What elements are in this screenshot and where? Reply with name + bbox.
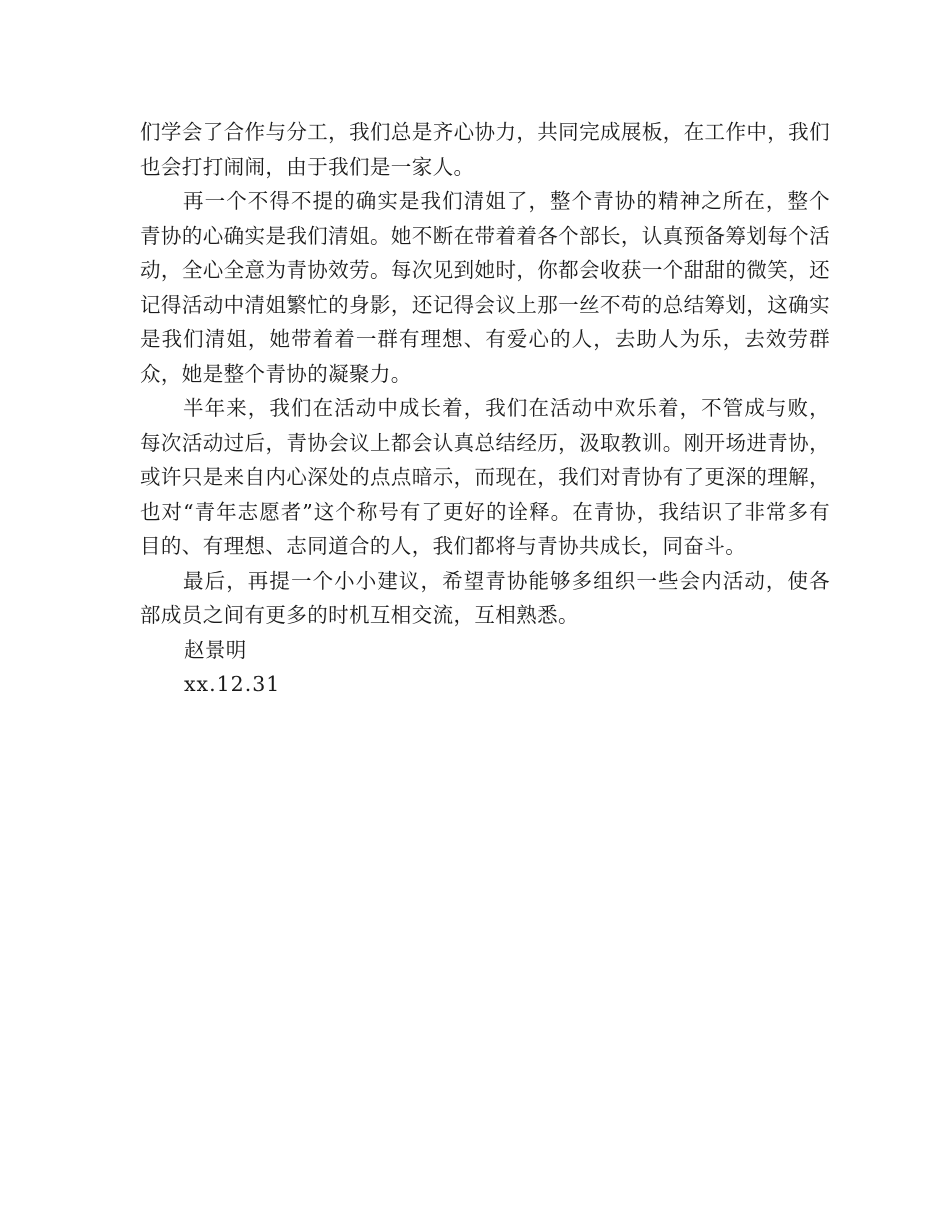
- paragraph-3: 半年来，我们在活动中成长着，我们在活动中欢乐着，不管成与败，每次活动过后，青协会议上都会认真总结经历，汲取教训。刚开场进青协，或许只是来自内心深处的点点暗示，而现在，我们对青协有了更深的理解，也对“青年志愿者”这个称号有了更好的诠释。在青协，我结识了非常多有目的、有理想、志同道合的人，我们都将与青协共成长，同奋斗。: [140, 396, 830, 558]
- signature: 赵景明: [184, 637, 247, 662]
- paragraph-4: 最后，再提一个小小建议，希望青协能够多组织一些会内活动，使各部成员之间有更多的时机互相交流，互相熟悉。: [140, 568, 830, 627]
- document-body: [140, 115, 830, 702]
- paragraph-2: 再一个不得不提的确实是我们清姐了，整个青协的精神之所在，整个青协的心确实是我们清姐。她不断在带着着各个部长，认真预备筹划每个活动，全心全意为青协效劳。每次见到她时，你都会收获一个甜甜的微笑，还记得活动中清姐繁忙的身影，还记得会议上那一丝不苟的总结筹划，这确实是我们清姐，她带着着一群有理想、有爱心的人，去助人为乐，去效劳群众，她是整个青协的凝聚力。: [140, 189, 830, 386]
- document-date: xx.12.31: [184, 672, 281, 696]
- paragraph-1: 们学会了合作与分工，我们总是齐心协力，共同完成展板，在工作中，我们也会打打闹闹，由于我们是一家人。: [140, 120, 830, 179]
